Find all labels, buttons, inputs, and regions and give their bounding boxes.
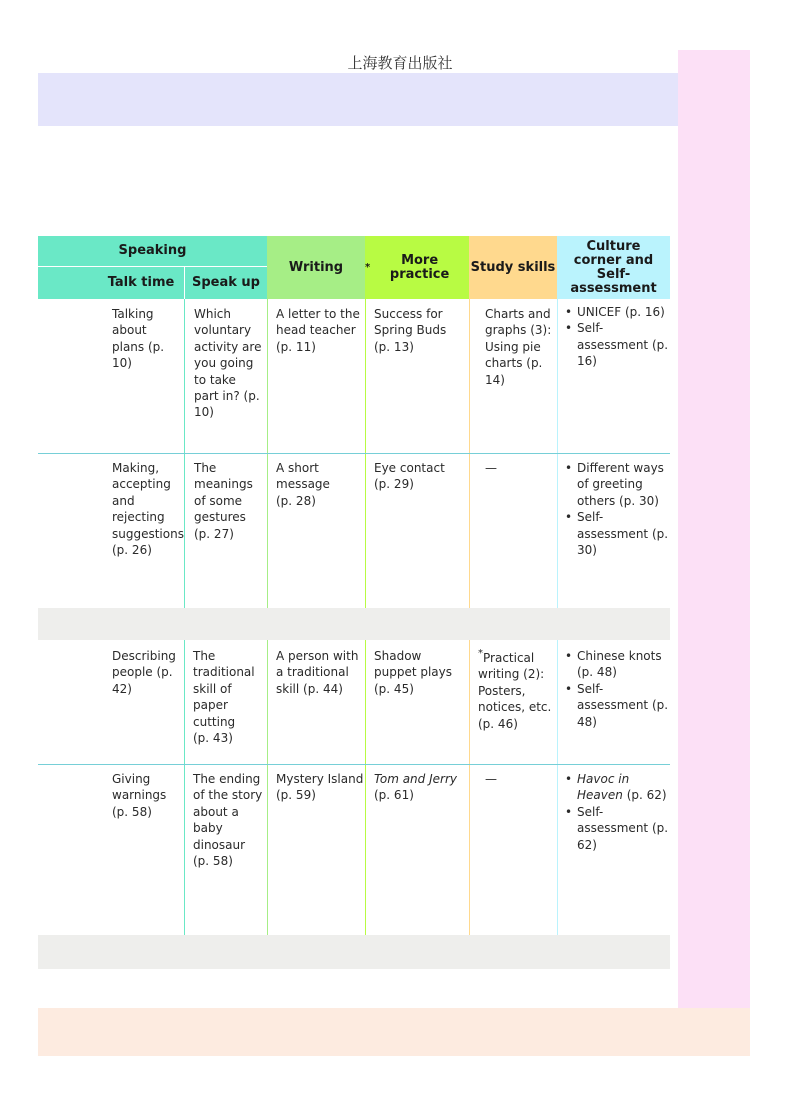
table-cell-study-skills: — xyxy=(485,461,497,475)
table-cell-more-practice: Eye contact (p. 29) xyxy=(374,461,445,492)
culture-header: Culture corner and Self-assessment xyxy=(557,236,670,299)
table-cell-writing: Mystery Island (p. 59) xyxy=(276,772,364,803)
side-decor-strip xyxy=(678,50,750,1055)
table-cell-study-skills: — xyxy=(485,772,497,786)
table-cell-talk-time: Making, accepting and rejecting suggestions (p. 26) xyxy=(112,461,184,558)
table-cell-writing: A person with a traditional skill (p. 44) xyxy=(276,649,359,696)
table-cell-talk-time: Talking about plans (p. 10) xyxy=(112,307,165,371)
table-cell-more-practice: Success for Spring Buds (p. 13) xyxy=(374,307,447,354)
list-item: • Chinese knots (p. 48) xyxy=(565,648,669,681)
table-cell-culture xyxy=(565,304,669,370)
table-cell-talk-time: Describing people (p. 42) xyxy=(112,649,176,696)
speaking-header: Speaking xyxy=(38,236,267,266)
section-divider xyxy=(38,608,670,640)
list-item: • Different ways of greeting others (p. 30) xyxy=(565,460,669,509)
list-item: • Self-assessment (p. 48) xyxy=(565,681,669,730)
table-cell-speak-up: Which voluntary activity are you going to take part in? (p. 10) xyxy=(194,307,262,420)
table-cell-culture xyxy=(565,771,669,853)
table-cell-writing: A letter to the head teacher (p. 11) xyxy=(276,307,360,354)
table-cell-talk-time: Giving warnings (p. 58) xyxy=(112,772,167,819)
list-item: • Self-assessment (p. 30) xyxy=(565,509,669,558)
study-skills-header: Study skills xyxy=(469,236,557,299)
table-cell-culture xyxy=(565,460,669,558)
table-cell-culture xyxy=(565,648,669,730)
writing-header: Writing xyxy=(267,236,365,299)
speak-up-header: Speak up xyxy=(185,267,267,299)
list-item: • Self-assessment (p. 16) xyxy=(565,320,669,369)
section-divider xyxy=(38,935,670,969)
top-decor-band xyxy=(38,73,750,126)
table-cell-more-practice: Tom and Jerry (p. 61) xyxy=(374,772,457,803)
contents-table xyxy=(38,236,670,969)
bottom-decor-band xyxy=(38,1008,750,1056)
publisher-name: 上海教育出版社 xyxy=(347,54,453,72)
table-cell-study-skills: *Practical writing (2): Posters, notices, etc. (p. 46) xyxy=(478,648,552,731)
table-cell-speak-up: The traditional skill of paper cutting (p. 43) xyxy=(193,649,255,746)
talk-time-header: Talk time xyxy=(38,267,184,299)
table-cell-study-skills: Charts and graphs (3): Using pie charts (p. 14) xyxy=(485,307,552,387)
table-cell-speak-up: The ending of the story about a baby dinosaur (p. 58) xyxy=(193,772,263,869)
list-item: • Havoc in Heaven (p. 62) xyxy=(565,771,669,804)
list-item: • UNICEF (p. 16) xyxy=(565,304,669,320)
table-cell-more-practice: Shadow puppet plays (p. 45) xyxy=(374,649,453,696)
table-cell-speak-up: The meanings of some gestures (p. 27) xyxy=(194,461,253,541)
table-cell-writing: A short message (p. 28) xyxy=(276,461,330,508)
more-practice-header: * More practice xyxy=(365,236,469,299)
list-item: • Self-assessment (p. 62) xyxy=(565,804,669,853)
